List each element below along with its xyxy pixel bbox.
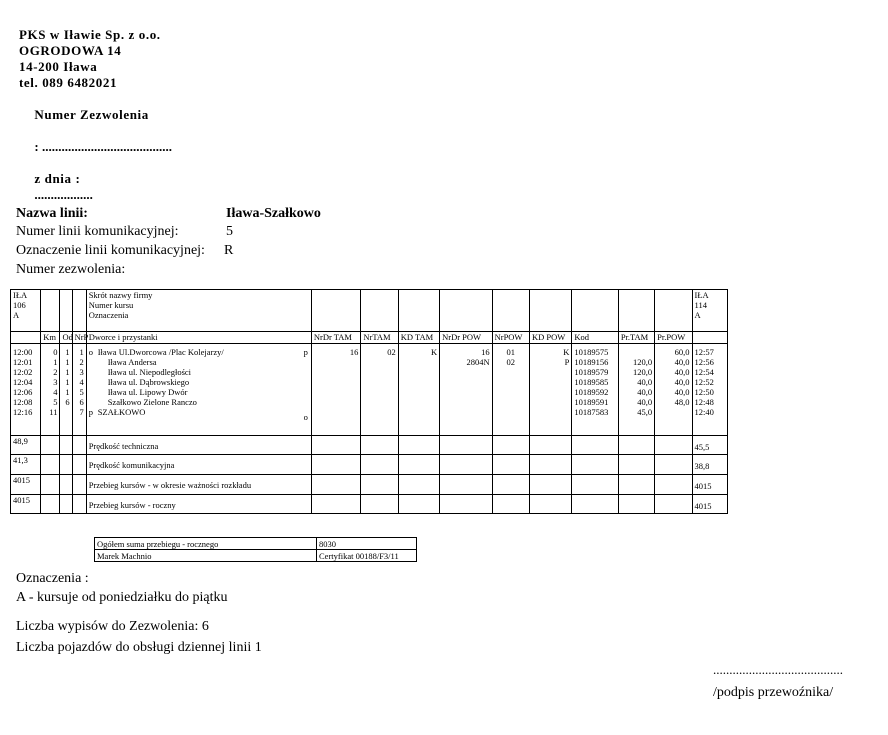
line-mark-label: Oznaczenie linii komunikacyjnej: xyxy=(16,243,205,258)
course-description-head: Skrót nazwy firmy Numer kursu Oznaczenia xyxy=(86,290,311,332)
kod-column: 10189575 10189156 10189579 10189585 10189592 10189591 10187583 xyxy=(572,344,618,436)
signature-line: ........................................ xyxy=(713,662,843,677)
kd-pow-column: K P xyxy=(529,344,571,436)
summary-row: 48,9 Prędkość techniczna 45,5 xyxy=(11,436,728,455)
person-name: Marek Machnio xyxy=(95,550,317,562)
nrdr-pow-column: 16 2804N xyxy=(440,344,493,436)
line-number-label: Numer linii komunikacyjnej: xyxy=(16,224,179,239)
km-column: 0 1 2 3 4 5 11 xyxy=(41,344,60,436)
signature-label: /podpis przewoźnika/ xyxy=(713,685,834,700)
company-phone: tel. 089 6482021 xyxy=(19,75,118,90)
nr-tam-column: 02 xyxy=(361,344,398,436)
permit-date-fill: .................. xyxy=(34,187,93,202)
signature-block xyxy=(713,662,843,700)
col-nrdr-pow: NrDr POW xyxy=(440,332,493,344)
certificate-number: Certyfikat 00188/F3/11 xyxy=(317,550,417,562)
stop-name: Iława Andersa xyxy=(107,357,157,367)
col-stops: Dworce i przystanki xyxy=(86,332,311,344)
col-nrdr-tam: NrDr TAM xyxy=(311,332,360,344)
line-name-label: Nazwa linii: xyxy=(16,206,88,221)
stop-name: Iława ul. Lipowy Dwór xyxy=(107,387,188,397)
stop-name: Iława ul. Dąbrowskiego xyxy=(107,377,190,387)
line-mark-value: R xyxy=(224,243,234,258)
col-pr-tam: Pr.TAM xyxy=(618,332,654,344)
notes xyxy=(16,570,436,656)
departure-times-right: 12:57 12:56 12:54 12:52 12:50 12:48 12:40 xyxy=(692,344,727,436)
annual-total-value: 8030 xyxy=(317,538,417,550)
summary-row: 41,3 Prędkość komunikacyjna 38,8 xyxy=(11,455,728,475)
left-course-head: IŁA 106 A xyxy=(11,290,41,332)
col-od: Od xyxy=(60,332,72,344)
nr-pow-column: 01 02 xyxy=(492,344,529,436)
company-name: PKS w Iławie Sp. z o.o. xyxy=(19,27,161,42)
schedule-table xyxy=(10,289,728,514)
notes-heading: Oznaczenia : xyxy=(16,571,89,586)
extracts-count: Liczba wypisów do Zezwolenia: 6 xyxy=(16,619,209,634)
permit-fill: : ........................................ xyxy=(34,139,172,154)
table-stops-block xyxy=(11,344,728,436)
col-nr-tam: NrTAM xyxy=(361,332,398,344)
summary-row: 4015 Przebieg kursów - roczny 4015 xyxy=(11,495,728,514)
company-street: OGRODOWA 14 xyxy=(19,43,122,58)
kd-tam-column: K xyxy=(398,344,439,436)
pr-pow-column: 60,0 40,0 40,0 40,0 40,0 48,0 xyxy=(655,344,692,436)
col-nr-pow: NrPOW xyxy=(492,332,529,344)
stop-name: Szałkowo Zielone Ranczo xyxy=(107,397,197,407)
pr-tam-column: 120,0 120,0 40,0 40,0 40,0 45,0 xyxy=(618,344,654,436)
stop-name: Iława Ul.Dworcowa /Plac Kolejarzy/ xyxy=(97,347,224,357)
col-kd-tam: KD TAM xyxy=(398,332,439,344)
permit-line xyxy=(19,91,172,219)
col-kd-pow: KD POW xyxy=(529,332,571,344)
nrdr-tam-column: 16 xyxy=(311,344,360,436)
col-nrp: NrP xyxy=(72,332,86,344)
permit-label: Numer Zezwolenia xyxy=(34,107,149,122)
line-info xyxy=(16,205,416,277)
departure-times-left: 12:00 12:01 12:02 12:04 12:06 12:08 12:16 xyxy=(11,344,41,436)
annual-total-label: Ogółem suma przebiegu - rocznego xyxy=(95,538,317,550)
note-a: A - kursuje od poniedziałku do piątku xyxy=(16,590,228,605)
table-header-row xyxy=(11,290,728,332)
stop-name: SZAŁKOWO xyxy=(97,407,146,417)
stops-column: o p Iława Ul.Dworcowa /Plac Kolejarzy/ Iława Andersa Iława ul. Niepodległości Iława ul. Dąbrowskiego Iława ul. Lipowy Dwór Szałkowo Zielone Ranczo SZAŁKOWO p o xyxy=(86,344,311,436)
od-column: 1 1 1 1 1 6 xyxy=(60,344,72,436)
line-permit-label: Numer zezwolenia: xyxy=(16,262,126,277)
stop-name: Iława ul. Niepodległości xyxy=(107,367,192,377)
right-course-head: IŁA 114 A xyxy=(692,290,727,332)
totals-box xyxy=(94,537,417,562)
permit-date-label: z dnia : xyxy=(34,171,81,186)
col-kod: Kod xyxy=(572,332,618,344)
line-number-value: 5 xyxy=(226,224,233,239)
company-header xyxy=(19,27,172,219)
col-pr-pow: Pr.POW xyxy=(655,332,692,344)
summary-row: 4015 Przebieg kursów - w okresie ważności rozkładu 4015 xyxy=(11,475,728,495)
nrp-column: 1 2 3 4 5 6 7 xyxy=(72,344,86,436)
vehicles-count: Liczba pojazdów do obsługi dziennej linii 1 xyxy=(16,640,262,655)
line-name-value: Iława-Szałkowo xyxy=(226,206,321,221)
col-km: Km xyxy=(41,332,60,344)
company-city: 14-200 Iława xyxy=(19,59,98,74)
table-column-row xyxy=(11,332,728,344)
